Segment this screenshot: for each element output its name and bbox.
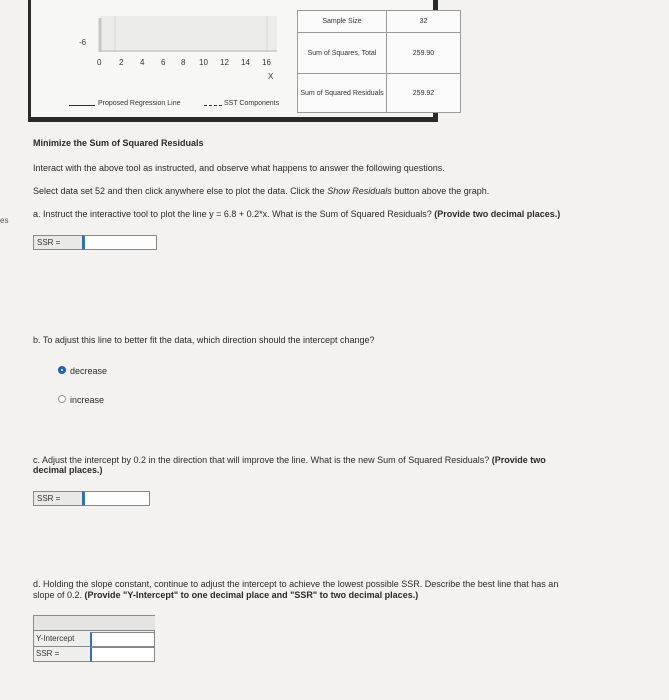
ssr-a-label: SSR = (33, 235, 83, 250)
question-c-line2: decimal places.) (33, 465, 103, 475)
question-d-line2: slope of 0.2. (Provide "Y-Intercept" to one decimal place and "SSR" to two decimal places.) (33, 590, 419, 600)
graph-canvas[interactable] (67, 16, 277, 94)
y-intercept-row (34, 632, 155, 647)
x-tick-label: 10 (199, 58, 208, 67)
legend-sst-components: SST Components (224, 100, 280, 107)
x-tick-label: 14 (241, 58, 250, 67)
legend-proposed-line: Proposed Regression Line (98, 100, 181, 107)
x-tick-label: 0 (97, 58, 102, 67)
y-tick-label: -6 (79, 38, 87, 47)
x-tick-label: 6 (161, 58, 166, 67)
ssr-value: 259.92 (387, 74, 461, 113)
dashed-line-icon (204, 104, 222, 107)
ssr-a-input[interactable] (82, 235, 157, 250)
intro-text: Interact with the above tool as instructed, and observe what happens to answer the following questions. (33, 163, 445, 173)
graph-legend (69, 100, 289, 112)
ssr-d-row (34, 647, 155, 662)
instruction-text: Select data set 52 and then click anywhere else to plot the data. Click the Show Residuals button above the graph. (33, 186, 490, 196)
ssr-c-label: SSR = (33, 491, 83, 506)
ssr-d-input[interactable] (90, 647, 155, 662)
ssr-label: Sum of Squared Residuals (298, 74, 387, 113)
question-d: d. Holding the slope constant, continue to adjust the intercept to achieve the lowest possible SSR. Describe the best line that has an (33, 579, 559, 589)
y-intercept-label: Y-Intercept (36, 634, 75, 643)
x-tick-label: 8 (181, 58, 186, 67)
sst-value: 259.90 (387, 33, 461, 74)
ssr-d-label: SSR = (36, 649, 60, 658)
y-intercept-input[interactable] (90, 632, 155, 647)
option-decrease-label[interactable]: decrease (70, 366, 108, 376)
x-tick-label: 2 (119, 58, 124, 67)
statistics-table (297, 10, 461, 113)
answer-d-header-row (34, 616, 155, 631)
radio-decrease[interactable] (58, 366, 66, 374)
sample-size-value: 32 (387, 11, 461, 33)
plot-background (100, 16, 277, 52)
x-tick-label: 16 (262, 58, 271, 67)
edge-text-fragment: es (0, 216, 9, 225)
sample-size-label: Sample Size (298, 11, 387, 33)
scatter-graph[interactable] (67, 16, 277, 94)
x-tick-label: 4 (140, 58, 145, 67)
show-residuals-text: Show Residuals (327, 186, 392, 196)
section-heading: Minimize the Sum of Squared Residuals (33, 138, 204, 148)
ssr-c-input[interactable] (82, 491, 150, 506)
option-increase-label[interactable]: increase (70, 395, 105, 405)
x-tick-label: 12 (220, 58, 229, 67)
interactive-tool-panel (28, 0, 438, 122)
answer-d-table (33, 615, 155, 662)
question-a: a. Instruct the interactive tool to plot the line y = 6.8 + 0.2*x. What is the Sum of Squared Residuals? (Provide two decimal places.) (33, 209, 561, 219)
question-b: b. To adjust this line to better fit the data, which direction should the intercept change? (33, 335, 375, 345)
radio-increase[interactable] (58, 395, 66, 403)
x-axis-label: X (268, 72, 274, 81)
question-c: c. Adjust the intercept by 0.2 in the direction that will improve the line. What is the new Sum of Squared Residuals? (Provide two (33, 455, 546, 465)
solid-line-icon (69, 104, 95, 107)
sst-label: Sum of Squares, Total (298, 33, 387, 74)
